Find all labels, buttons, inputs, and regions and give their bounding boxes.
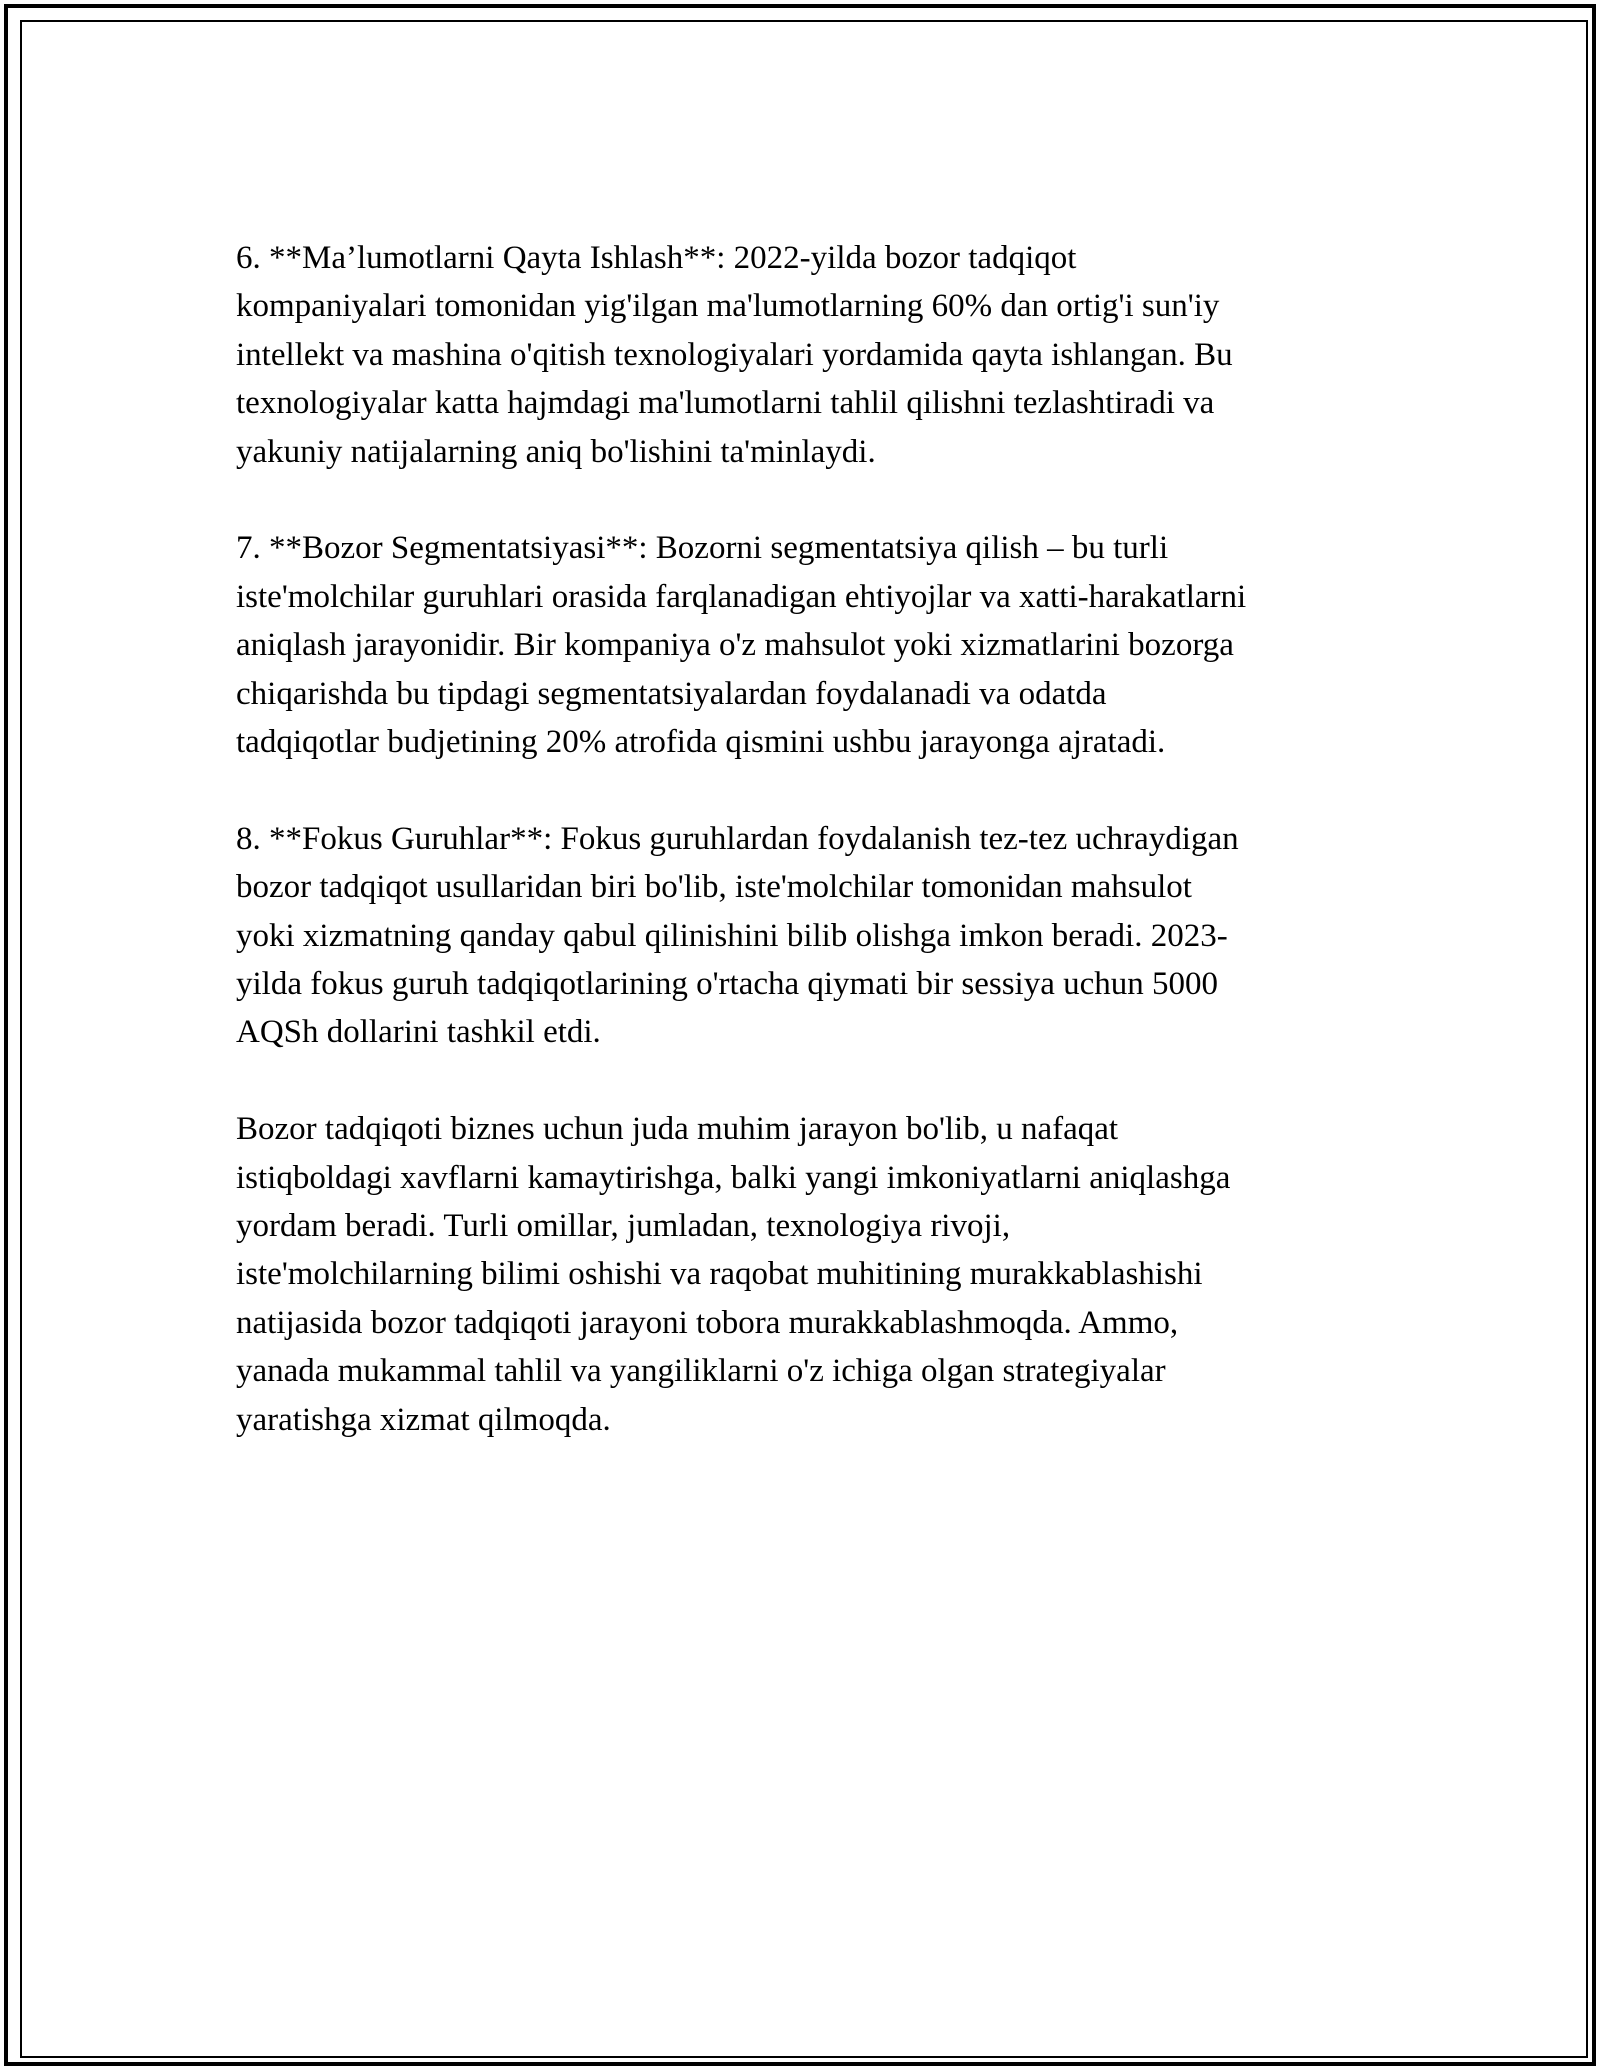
paragraph-focus-groups: 8. **Fokus Guruhlar**: Fokus guruhlardan foydalanish tez-tez uchraydigan bozor tadqiqot usullaridan biri bo'lib, iste'molchilar tomonidan mahsulot yoki xizmatning qanday qabul qilinishini bilib olishga imkon beradi. 2023- yilda fokus guruh tadqiqotlarining o'rtacha qiymati bir sessiya uchun 5000 AQSh dollarini tashkil etdi. [236,820,1239,1051]
paragraph-conclusion: Bozor tadqiqoti biznes uchun juda muhim jarayon bo'lib, u nafaqat istiqboldagi xavflarni kamaytirishga, balki yangi imkoniyatlarni aniqlashga yordam beradi. Turli omillar, jumladan, texnologiya rivoji, iste'molchilarning bilimi oshishi va raqobat muhitining murakkablashishi natijasida bozor tadqiqoti jarayoni tobora murakkablashmoqda. Ammo, yanada mukammal tahlil va yangiliklarni o'z ichiga olgan strategiyalar yaratishga xizmat qilmoqda. [236,1111,1231,1438]
document-body [236,234,1376,1493]
paragraph-market-segmentation: 7. **Bozor Segmentatsiyasi**: Bozorni segmentatsiya qilish – bu turli iste'molchilar guruhlari orasida farqlanadigan ehtiyojlar va xatti-harakatlarni aniqlash jarayonidir. Bir kompaniya o'z mahsulot yoki xizmatlarini bozorga chiqarishda bu tipdagi segmentatsiyalardan foydalanadi va odatda tadqiqotlar budjetining 20% atrofida qismini ushbu jarayonga ajratadi. [236,530,1247,761]
paragraph-data-processing: 6. **Ma’lumotlarni Qayta Ishlash**: 2022-yilda bozor tadqiqot kompaniyalari tomonidan yig'ilgan ma'lumotlarning 60% dan ortig'i sun'iy intellekt va mashina o'qitish texnologiyalari yordamida qayta ishlangan. Bu texnologiyalar katta hajmdagi ma'lumotlarni tahlil qilishni tezlashtiradi va yakuniy natijalarning aniq bo'lishini ta'minlaydi. [236,240,1233,470]
